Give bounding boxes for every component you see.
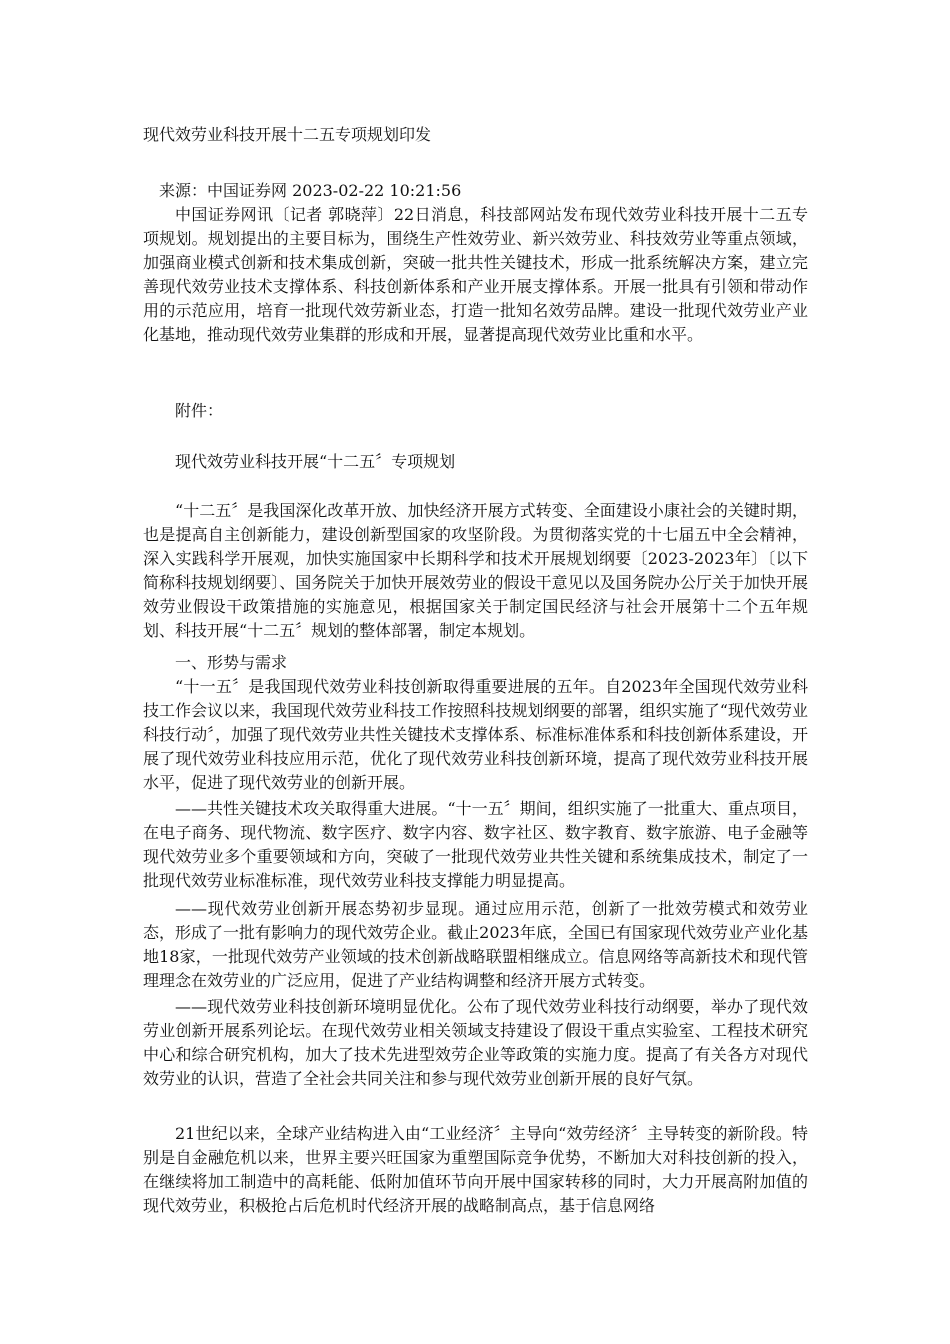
plan-title: 现代效劳业科技开展“十二五〞专项规划 xyxy=(175,452,456,471)
section-heading: 一、形势与需求 xyxy=(175,653,288,672)
body-paragraph: ——现代效劳业创新开展态势初步显现。通过应用示范，创新了一批效劳模式和效劳业态，形成了一批有影响力的现代效劳企业。截止2023年底，全国已有国家现代效劳业产业化基地18家，一批现代效劳产业领域的技术创新战略联盟相继成立。信息网络等高新技术和现代管理理念在效劳业的广泛应用，促进了产业结构调整和经济开展方式转变。 xyxy=(143,899,808,990)
body-paragraph: “十一五〞是我国现代效劳业科技创新取得重要进展的五年。自2023年全国现代效劳业科技工作会议以来，我国现代效劳业科技工作按照科技规划纲要的部署，组织实施了“现代效劳业科技行动〞，加强了现代效劳业共性关键技术支撑体系、标准标准体系和科技创新体系建设，开展了现代效劳业科技应用示范，优化了现代效劳业科技创新环境，提高了现代效劳业科技开展水平，促进了现代效劳业的创新开展。 xyxy=(143,677,808,792)
body-paragraph: ——现代效劳业科技创新环境明显优化。公布了现代效劳业科技行动纲要，举办了现代效劳业创新开展系列论坛。在现代效劳业相关领域支持建设了假设干重点实验室、工程技术研究中心和综合研究机构，加大了技术先进型效劳企业等政策的实施力度。提高了有关各方对现代效劳业的认识，营造了全社会共同关注和参与现代效劳业创新开展的良好气氛。 xyxy=(143,997,808,1088)
preface-paragraph: “十二五〞是我国深化改革开放、加快经济开展方式转变、全面建设小康社会的关键时期，也是提高自主创新能力，建设创新型国家的攻坚阶段。为贯彻落实党的十七届五中全会精神，深入实践科学开展观，加快实施国家中长期科学和技术开展规划纲要〔2023-2023年〕〔以下简称科技规划纲要〕、国务院关于加快开展效劳业的假设干意见以及国务院办公厅关于加快开展效劳业假设干政策措施的实施意见，根据国家关于制定国民经济与社会开展第十二个五年规划、科技开展“十二五〞规划的整体部署，制定本规划。 xyxy=(143,501,808,640)
intro-paragraph: 中国证券网讯〔记者 郭晓萍〕22日消息，科技部网站发布现代效劳业科技开展十二五专项规划。规划提出的主要目标为，围绕生产性效劳业、新兴效劳业、科技效劳业等重点领域，加强商业模式创新和技术集成创新，突破一批共性关键技术，形成一批系统解决方案，建立完善现代效劳业技术支撑体系、科技创新体系和产业开展支撑体系。开展一批具有引领和带动作用的示范应用，培育一批现代效劳新业态，打造一批知名效劳品牌。建设一批现代效劳业产业化基地，推动现代效劳业集群的形成和开展，显著提高现代效劳业比重和水平。 xyxy=(143,205,808,344)
attachment-label: 附件： xyxy=(175,401,224,420)
document-title: 现代效劳业科技开展十二五专项规划印发 xyxy=(143,125,432,144)
source-line: 来源：中国证券网 2023-02-22 10:21:56 xyxy=(159,181,462,200)
body-paragraph: 21世纪以来，全球产业结构进入由“工业经济〞主导向“效劳经济〞主导转变的新阶段。特别是自金融危机以来，世界主要兴旺国家为重塑国际竞争优势，不断加大对科技创新的投入，在继续将加工制造中的高耗能、低附加值环节向开展中国家转移的同时，大力开展高附加值的现代效劳业，积极抢占后危机时代经济开展的战略制高点，基于信息网络 xyxy=(143,1124,808,1215)
body-paragraph: ——共性关键技术攻关取得重大进展。“十一五〞期间，组织实施了一批重大、重点项目，在电子商务、现代物流、数字医疗、数字内容、数字社区、数字教育、数字旅游、电子金融等现代效劳业多个重要领域和方向，突破了一批现代效劳业共性关键和系统集成技术，制定了一批现代效劳业标准标准，现代效劳业科技支撑能力明显提高。 xyxy=(143,799,808,890)
